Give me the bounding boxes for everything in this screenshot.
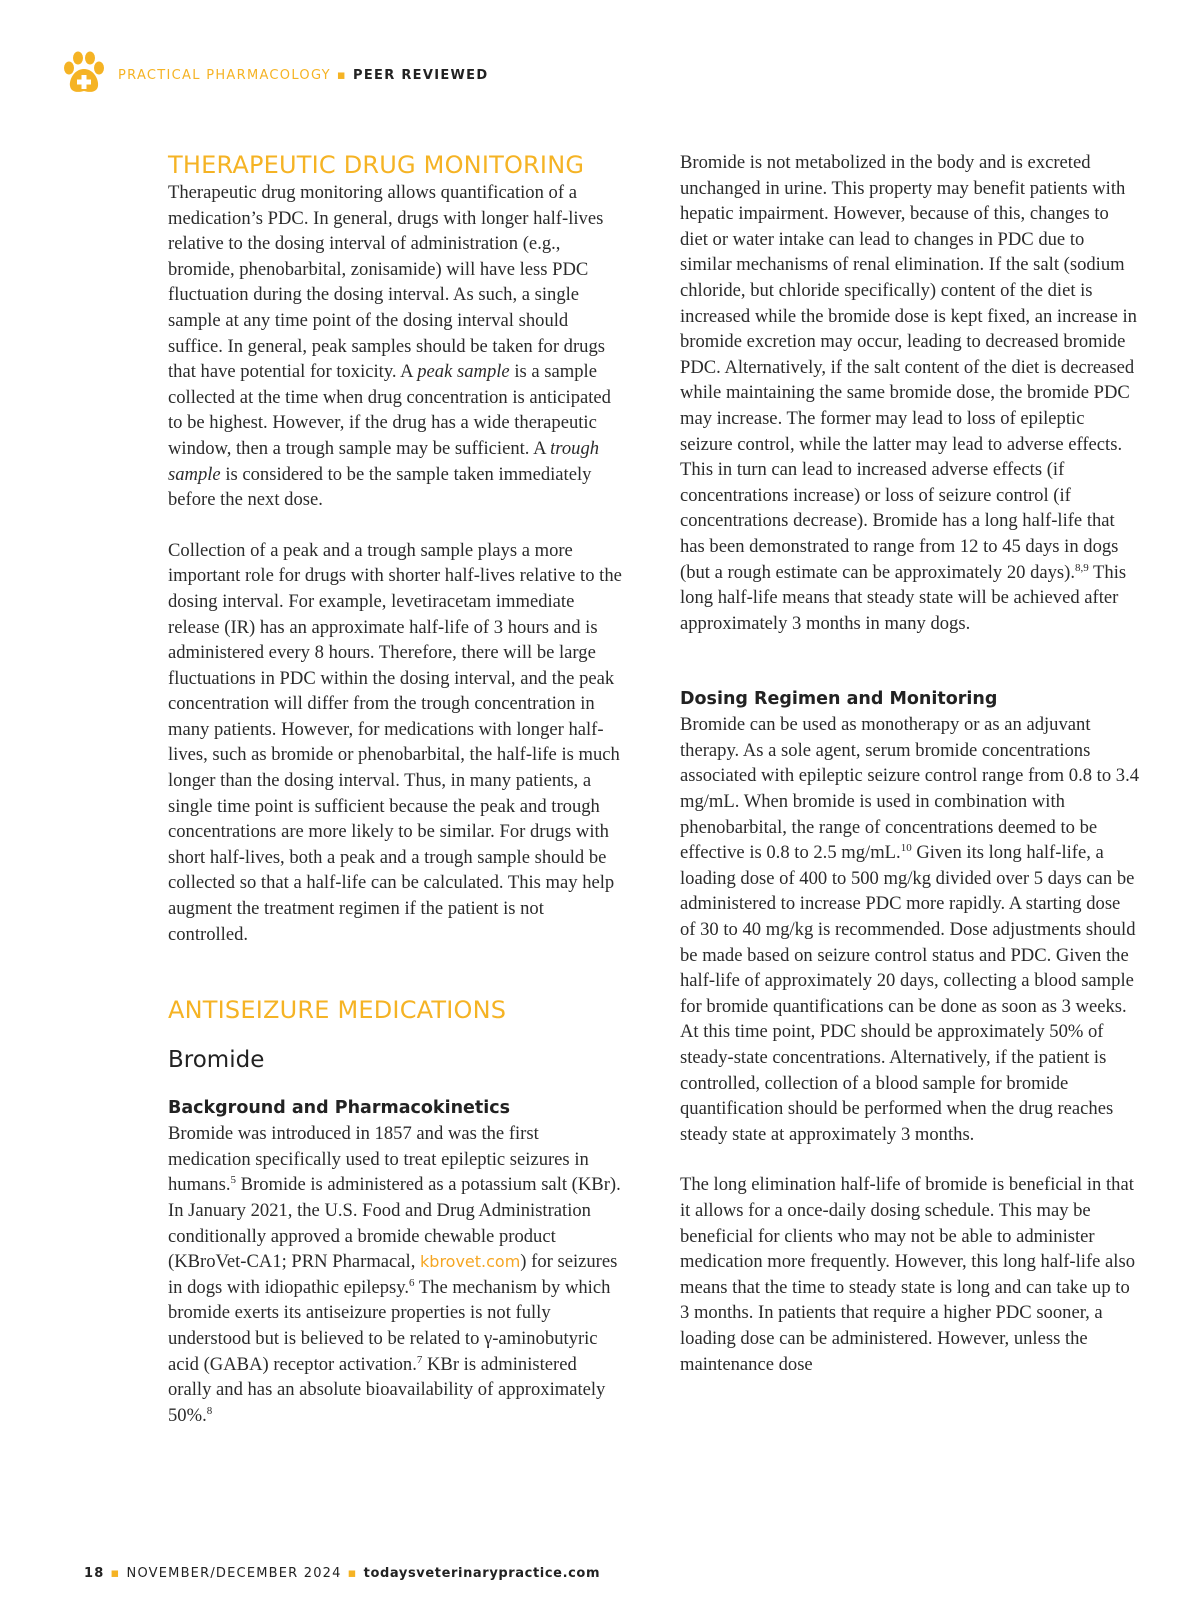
website-link[interactable]: todaysveterinarypractice.com [363, 1566, 601, 1581]
heading-background-pharmacokinetics: Background and Pharmacokinetics [168, 1098, 511, 1119]
peer-reviewed-label: PEER REVIEWED [353, 67, 489, 83]
reference-superscript: 8 [206, 1404, 213, 1417]
kbrovet-link[interactable]: kbrovet.com [420, 1252, 521, 1272]
section-label: PRACTICAL PHARMACOLOGY [118, 67, 331, 83]
reference-superscript: 10 [900, 842, 912, 855]
text-run: Bromide can be used as monotherapy or as an adjuvant therapy. As a sole agent, serum bromide concentrations associated with epileptic seizure control range from 0.8 to 3.4 mg/mL. When bromide is used in combination with phenobarbital, the range of concentrations deemed to be effective is 0.8 to 2.5 mg/mL. [680, 714, 1140, 864]
heading-antiseizure-medications: ANTISEIZURE MEDICATIONS [168, 996, 507, 1025]
text-run: The mechanism by which bromide exerts its antiseizure properties is not fully understood but is believed to be related to γ-aminobutyric acid (GABA) receptor activation. [168, 1276, 611, 1375]
page-footer [84, 1566, 600, 1581]
reference-superscript: 6 [409, 1276, 415, 1289]
text-run: Bromide was introduced in 1857 and was the first medication specifically used to treat epileptic seizures in humans. [168, 1123, 589, 1196]
paw-plus-icon [60, 50, 110, 96]
paragraph: The long elimination half-life of bromide is beneficial in that it allows for a once-daily dosing schedule. This may be beneficial for clients who may not be able to administer medication more frequently. However, this long half-life also means that the time to steady state is long and can take up to 3 months. In patients that require a higher PDC sooner, a loading dose can be administered. However, unless the maintenance dose [680, 1174, 1136, 1375]
text-run: Bromide is not metabolized in the body and is excreted unchanged in urine. This property may benefit patients with hepatic impairment. However, because of this, changes to diet or water intake can lead to changes in PDC due to similar mechanisms of renal elimination. If the salt (sodium chloride, but chloride specifically) content of the diet is increased while the bromide dose is kept fixed, an increase in bromide excretion may occur, leading to decreased bromide PDC. Alternatively, if the salt content of the diet is decreased while maintaining the same bromide dose, the bromide PDC may increase. The former may lead to loss of epileptic seizure control, while the latter may lead to adverse effects. This in turn can lead to increased adverse effects (if concentrations increase) or loss of seizure control (if concentrations decrease). Bromide has a long half-life that has been demonstrated to range from 12 to 45 days in dogs (but a rough estimate can be approximately 20 days). [680, 152, 1137, 583]
paragraph [168, 1121, 623, 1428]
heading-bromide: Bromide [168, 1047, 265, 1074]
text-run: Therapeutic drug monitoring allows quantification of a medication’s PDC. In general, drugs with longer half-lives relative to the dosing interval of administration (e.g., bromide, phenobarbital, zonisamide) will have less PDC fluctuation during the dosing interval. As such, a single sample at any time point of the dosing interval should suffice. In general, peak samples should be taken for drugs that have potential for toxicity. A [168, 182, 605, 383]
reference-superscript: 7 [416, 1353, 423, 1366]
text-run: is considered to be the sample taken immediately before the next dose. [168, 463, 592, 511]
text-run: This long half-life means that steady state will be achieved after approximately 3 months in many dogs. [680, 561, 1127, 634]
header-separator: ▪ [336, 67, 348, 83]
heading-dosing-regimen-monitoring: Dosing Regimen and Monitoring [680, 689, 998, 710]
term-peak-sample: peak sample [417, 361, 510, 383]
left-column [168, 150, 623, 1428]
page-header [60, 50, 488, 96]
page-number: 18 [84, 1566, 105, 1581]
reference-superscript: 8,9 [1075, 561, 1089, 574]
footer-separator: ▪ [110, 1566, 121, 1581]
term-trough-sample: trough sample [168, 437, 600, 485]
paragraph [680, 150, 1140, 636]
text-run: Bromide is administered as a potassium salt (KBr). In January 2021, the U.S. Food and Drug Administration conditionally approved a bromide chewable product (KBroVet-CA1; PRN Pharmacal, [168, 1174, 621, 1273]
heading-therapeutic-drug-monitoring: THERAPEUTIC DRUG MONITORING [168, 151, 585, 179]
text-run: ) for seizures in dogs with idiopathic epilepsy. [168, 1251, 618, 1298]
right-column [680, 150, 1140, 1377]
text-run: Given its long half-life, a loading dose of 400 to 500 mg/kg divided over 5 days can be administered to increase PDC more rapidly. A starting dose of 30 to 40 mg/kg is recommended. Dose adjustments should be made based on seizure control status and PDC. Given the half-life of approximately 20 days, collecting a blood sample for bromide quantifications can be done as soon as 3 weeks. At this time point, PDC should be approximately 50% of steady-state concentrations. Alternatively, if the patient is controlled, collection of a blood sample for bromide quantification should be performed when the drug reaches steady state at approximately 3 months. [680, 842, 1136, 1145]
footer-separator: ▪ [347, 1566, 358, 1581]
issue-date: NOVEMBER/DECEMBER 2024 [126, 1566, 342, 1581]
reference-superscript: 5 [230, 1174, 236, 1187]
paragraph [168, 180, 623, 513]
header-text [118, 68, 488, 83]
text-run: is a sample collected at the time when drug concentration is anticipated to be highest. However, if the drug has a wide therapeutic window, then a trough sample may be sufficient. A [168, 361, 611, 459]
paragraph: Collection of a peak and a trough sample plays a more important role for drugs with shorter half-lives relative to the dosing interval. For example, levetiracetam immediate release (IR) has an approximate half-life of 3 hours and is administered every 8 hours. Therefore, there will be large fluctuations in PDC within the dosing interval, and the peak concentration will differ from the trough concentration in many patients. However, for medications with longer half-lives, such as bromide or phenobarbital, the half-life is much longer than the dosing interval. Thus, in many patients, a single time point is sufficient because the peak and trough concentrations are more likely to be similar. For drugs with short half-lives, both a peak and a trough sample should be collected so that a half-life can be calculated. This may help augment the treatment regimen if the patient is not controlled. [168, 539, 622, 945]
text-run: KBr is administered orally and has an absolute bioavailability of approximately 50%. [168, 1353, 606, 1426]
paragraph [680, 712, 1140, 1147]
